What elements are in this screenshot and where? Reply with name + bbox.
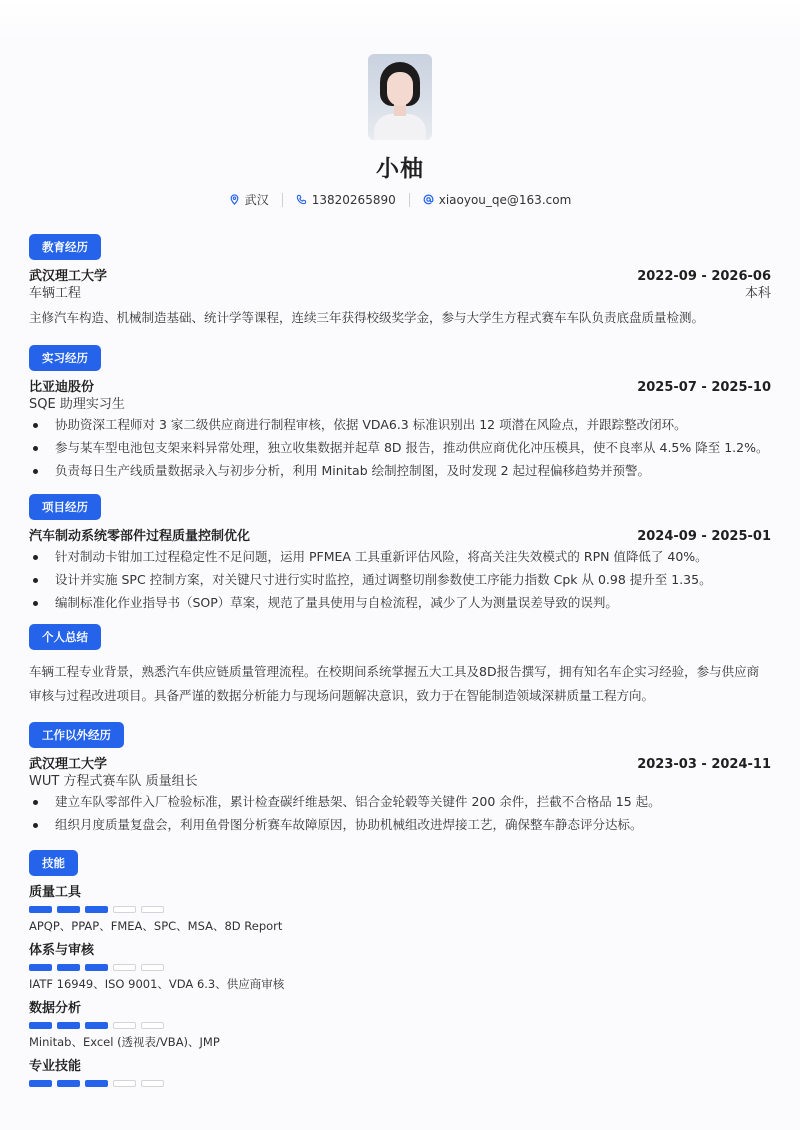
candidate-name: 小柚 xyxy=(376,156,424,182)
skill-level-empty xyxy=(141,1080,164,1087)
project-date: 2024-09 - 2025-01 xyxy=(637,529,771,544)
education-description: 主修汽车构造、机械制造基础、统计学等课程，连续三年获得校级奖学金，参与大学生方程式赛车车队负责底盘质量检测。 xyxy=(29,310,705,325)
list-item: 协助资深工程师对 3 家二级供应商进行制程审核，依据 VDA6.3 标准识别出 12 项潜在风险点，并跟踪整改闭环。 xyxy=(29,415,771,434)
skill-level-empty xyxy=(141,964,164,971)
skill-level-filled xyxy=(29,1080,52,1087)
summary-text: 车辆工程专业背景，熟悉汽车供应链质量管理流程。在校期间系统掌握五大工具及8D报告撰写，拥有知名车企实习经验，参与供应商审核与过程改进项目。具备严谨的数据分析能力与现场问题解决意识，致力于在智能制造领域深耕质量工程方向。 xyxy=(29,664,760,703)
skill-level-filled xyxy=(29,906,52,913)
degree: 本科 xyxy=(744,286,771,301)
skill-name: 质量工具 xyxy=(29,885,82,900)
internship-date: 2025-07 - 2025-10 xyxy=(637,380,771,395)
contact-email xyxy=(423,193,572,207)
at-sign-icon xyxy=(423,194,434,205)
project-bullets xyxy=(29,547,771,612)
education-entry xyxy=(29,268,771,329)
internship-entry xyxy=(29,379,771,480)
org-name: 武汉理工大学 xyxy=(29,757,108,772)
school-name: 武汉理工大学 xyxy=(29,269,108,284)
skill-description: APQP、PPAP、FMEA、SPC、MSA、8D Report xyxy=(29,919,283,933)
list-item: 编制标准化作业指导书（SOP）草案，规范了量具使用与自检流程，减少了人为测量误差导致的误判。 xyxy=(29,593,771,612)
skill-level-filled xyxy=(57,964,80,971)
section-badge-project: 项目经历 xyxy=(29,494,101,520)
summary-section xyxy=(29,624,771,708)
list-item: 参与某车型电池包支架来料异常处理，独立收集数据并起草 8D 报告，推动供应商优化冲压模具，使不良率从 4.5% 降至 1.2%。 xyxy=(29,438,771,457)
extracurricular-role: WUT 方程式赛车队 质量组长 xyxy=(29,774,198,789)
extracurricular-entry xyxy=(29,756,771,834)
company-name: 比亚迪股份 xyxy=(29,380,95,395)
skill-level-filled xyxy=(85,1022,108,1029)
section-badge-education: 教育经历 xyxy=(29,234,101,260)
skill-level-empty xyxy=(113,906,136,913)
education-section xyxy=(29,234,771,329)
list-item: 建立车队零部件入厂检验标准，累计检查碳纤维悬架、铝合金轮毂等关键件 200 余件，拦截不合格品 15 起。 xyxy=(29,792,771,811)
skill-level-empty xyxy=(113,1080,136,1087)
skill-level-empty xyxy=(141,906,164,913)
skill-level-empty xyxy=(113,1022,136,1029)
skill-level-empty xyxy=(113,964,136,971)
skills-section xyxy=(29,850,771,1087)
major: 车辆工程 xyxy=(29,286,82,301)
project-entry xyxy=(29,528,771,612)
location-text: 武汉 xyxy=(244,193,269,207)
skill-level-filled xyxy=(85,906,108,913)
internship-section xyxy=(29,345,771,480)
extracurricular-section xyxy=(29,722,771,834)
skill-name: 数据分析 xyxy=(29,1001,82,1016)
email-text: xiaoyou_qe@163.com xyxy=(438,192,572,207)
skill-level-filled xyxy=(57,1022,80,1029)
list-item: 组织月度质量复盘会，利用鱼骨图分析赛车故障原因，协助机械组改进焊接工艺，确保整车静态评分达标。 xyxy=(29,815,771,834)
list-item: 针对制动卡钳加工过程稳定性不足问题，运用 PFMEA 工具重新评估风险，将高关注失效模式的 RPN 值降低了 40%。 xyxy=(29,547,771,566)
internship-bullets xyxy=(29,415,771,480)
profile-photo xyxy=(368,54,432,140)
contact-phone xyxy=(296,193,396,207)
extracurricular-date: 2023-03 - 2024-11 xyxy=(637,757,771,772)
skill-item xyxy=(29,942,771,992)
skill-item xyxy=(29,884,771,934)
divider xyxy=(409,193,410,207)
section-badge-internship: 实习经历 xyxy=(29,345,101,371)
project-section xyxy=(29,494,771,612)
internship-role: SQE 助理实习生 xyxy=(29,397,125,412)
project-title: 汽车制动系统零部件过程质量控制优化 xyxy=(29,529,251,544)
skill-level-filled xyxy=(29,1022,52,1029)
skill-level-filled xyxy=(29,964,52,971)
skill-level-bar xyxy=(29,1080,771,1087)
skill-item xyxy=(29,1000,771,1050)
skill-level-bar xyxy=(29,906,771,913)
location-pin-icon xyxy=(229,194,240,205)
skill-level-filled xyxy=(57,1080,80,1087)
education-date: 2022-09 - 2026-06 xyxy=(637,269,771,284)
skill-level-filled xyxy=(85,1080,108,1087)
list-item: 设计并实施 SPC 控制方案，对关键尺寸进行实时监控，通过调整切削参数使工序能力指数 Cpk 从 0.98 提升至 1.35。 xyxy=(29,570,771,589)
skill-description: Minitab、Excel (透视表/VBA)、JMP xyxy=(29,1035,220,1049)
list-item: 负责每日生产线质量数据录入与初步分析，利用 Minitab 绘制控制图，及时发现 2 起过程偏移趋势并预警。 xyxy=(29,461,771,480)
skill-name: 体系与审核 xyxy=(29,943,95,958)
contact-location xyxy=(229,191,269,208)
phone-text: 13820265890 xyxy=(311,192,396,207)
skill-level-empty xyxy=(141,1022,164,1029)
contact-info xyxy=(29,191,771,208)
skill-description: IATF 16949、ISO 9001、VDA 6.3、供应商审核 xyxy=(29,977,285,991)
skill-item xyxy=(29,1058,771,1087)
skill-level-bar xyxy=(29,964,771,971)
phone-icon xyxy=(296,194,307,205)
skill-level-filled xyxy=(57,906,80,913)
extracurricular-bullets xyxy=(29,792,771,834)
section-badge-extracurricular: 工作以外经历 xyxy=(29,722,124,748)
skill-level-filled xyxy=(85,964,108,971)
skill-name: 专业技能 xyxy=(29,1059,82,1074)
divider xyxy=(282,193,283,207)
section-badge-skills: 技能 xyxy=(29,850,78,876)
resume-header xyxy=(29,0,771,208)
skill-level-bar xyxy=(29,1022,771,1029)
skills-list xyxy=(29,884,771,1087)
section-badge-summary: 个人总结 xyxy=(29,624,101,650)
